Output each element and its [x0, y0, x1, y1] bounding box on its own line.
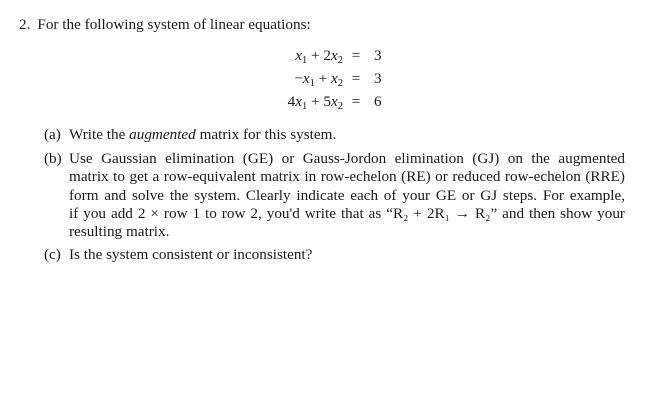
part-c-question: Is the system consistent or inconsistent?	[69, 246, 313, 263]
part-label: (b)	[44, 150, 62, 167]
equation-rhs: 6	[374, 93, 382, 110]
part-b-text	[69, 150, 625, 241]
part-a-text-after: matrix for this system.	[195, 126, 337, 143]
part-a-emphasis: augmented	[129, 126, 196, 143]
equation-equals-sign: =	[351, 70, 361, 87]
problem-number: 2.	[19, 16, 31, 33]
part-b-line: resulting matrix.	[69, 223, 170, 241]
equation-row	[0, 68, 655, 90]
problem-intro	[19, 15, 311, 35]
part-b-line: matrix to get a row-equivalent matrix in row-echelon (RE) or reduced row-echelon (RRE)	[69, 168, 625, 186]
equation-row	[0, 91, 655, 113]
part-label: (c)	[44, 246, 61, 263]
part-c-text	[69, 246, 625, 264]
part-b-line: form and solve the system. Clearly indicate each of your GE or GJ steps. For example,	[69, 186, 625, 204]
part-a-text-before: Write the	[69, 126, 130, 143]
equation-rhs: 3	[374, 47, 382, 64]
part-a-text	[69, 126, 625, 144]
problem-intro-text: For the following system of linear equations:	[37, 16, 311, 33]
equation-lhs: $4x_1 + 5x_2$	[287, 93, 343, 112]
part-label: (a)	[44, 126, 61, 143]
equation-lhs: $-x_1 + x_2$	[294, 70, 343, 89]
part-b-line: Use Gaussian elimination (GE) or Gauss-Jordon elimination (GJ) on the augmented	[69, 150, 625, 167]
equation-lhs: $x_1 + 2x_2$	[295, 47, 343, 66]
equation-row	[0, 45, 655, 67]
equation-rhs: 3	[374, 70, 382, 87]
equation-equals-sign: =	[351, 93, 361, 110]
equation-equals-sign: =	[351, 47, 361, 64]
part-b-line: if you add 2 × row 1 to row 2, you'd write that as “R₂ + 2R₁ → R₂” and then show your	[69, 204, 625, 222]
